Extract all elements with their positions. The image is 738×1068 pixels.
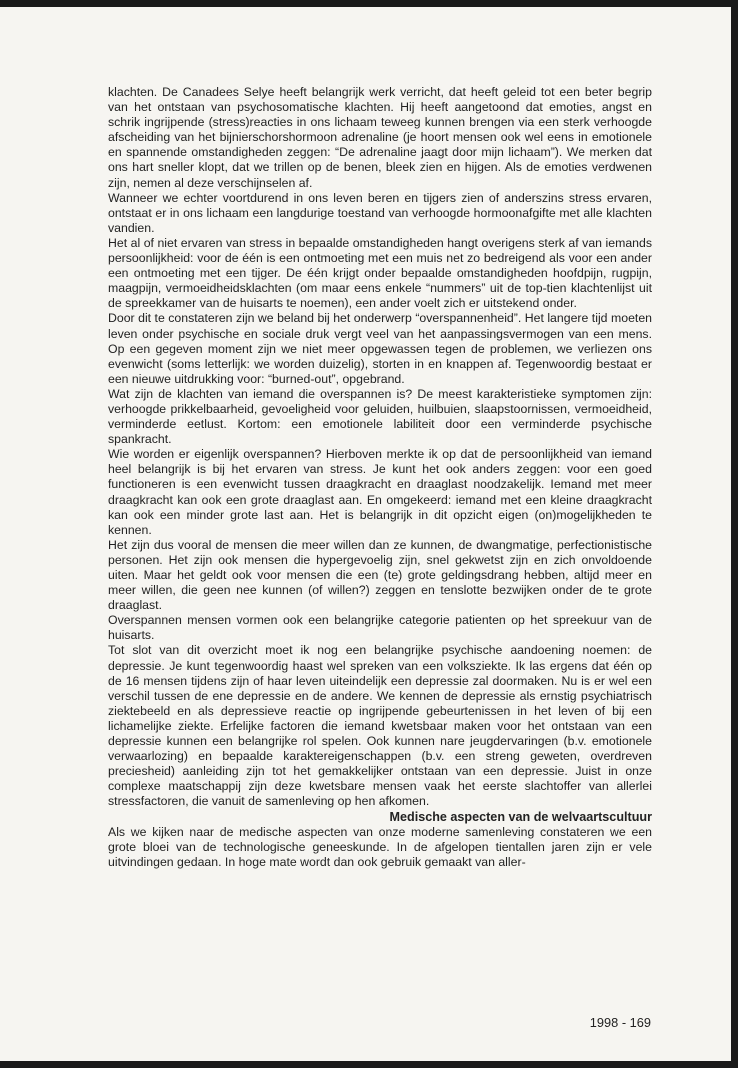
section-paragraph: Als we kijken naar de medische aspecten van onze moderne samenleving constateren we een grote bloei van de technologische geneeskunde. In de afgelopen tientallen jaren zijn er vele uitvindingen gedaan. In hoge mate wordt dan ook gebruik gemaakt van aller- <box>108 824 652 869</box>
body-text <box>108 85 652 870</box>
paragraph: Overspannen mensen vormen ook een belangrijke categorie patienten op het spreekuur van de huisarts. <box>108 613 652 643</box>
paragraph: Wie worden er eigenlijk overspannen? Hierboven merkte ik op dat de persoonlijkheid van iemand heel belangrijk is bij het ervaren van stress. Je kunt het ook anders zeggen: voor een goed functioneren is een evenwicht tussen draagkracht en draaglast noodzakelijk. Iemand met meer draagkracht kan ook een grote draaglast aan. En omgekeerd: iemand met een kleine draagkracht kan ook een minder grote last aan. Het is belangrijk in dit opzicht eigen (on)mogelijkheden te kennen. <box>108 447 652 537</box>
scan-edge-bottom <box>0 1061 738 1068</box>
paragraph: Wanneer we echter voortdurend in ons leven beren en tijgers zien of anderszins stress ervaren, ontstaat er in ons lichaam een langdurige toestand van verhoogde hormoonafgifte met alle klachten vandien. <box>108 190 652 235</box>
section-heading: Medische aspecten van de welvaartscultuur <box>389 809 652 824</box>
paragraph: Het zijn dus vooral de mensen die meer willen dan ze kunnen, de dwangmatige, perfectionistische personen. Het zijn ook mensen die hypergevoelig zijn, snel gekwetst zijn en zich onvoldoende uiten. Maar het geldt ook voor mensen die een (te) grote geldingsdrang hebben, altijd meer en meer willen, die geen nee kunnen (of willen?) zeggen en tenslotte bezwijken onder de te grote draaglast. <box>108 537 652 613</box>
paragraph: klachten. De Canadees Selye heeft belangrijk werk verricht, dat heeft geleid tot een beter begrip van het ontstaan van psychosomatische klachten. Hij heeft aangetoond dat emoties, angst en schrik ingrijpende (stress)reacties in ons lichaam teweeg kunnen brengen via een sterk verhoogde afscheiding van het bijnierschorshormoon adrenaline (je hoort mensen ook wel eens in emotionele en spannende omstandigheden zeggen: “De adrenaline jaagt door mijn lichaam”). We merken dat ons hart sneller klopt, dat we trillen op de benen, bleek zien en hijgen. Als de emoties verdwenen zijn, nemen al deze verschijnselen af. <box>108 85 652 190</box>
scan-edge-right <box>731 0 738 1068</box>
paragraph: Het al of niet ervaren van stress in bepaalde omstandigheden hangt overigens sterk af van iemands persoonlijkheid: voor de één is een ontmoeting met een muis net zo bedreigend als voor een ander een ontmoeting met een tijger. De één krijgt onder bepaalde omstandigheden hoofdpijn, rugpijn, maagpijn, vermoeidheidsklachten (om maar eens enkele “nummers” uit de top-tien klachtenlijst uit de spreekkamer van de huisarts te noemen), een ander voelt zich er uitstekend onder. <box>108 235 652 311</box>
paragraph: Tot slot van dit overzicht moet ik nog een belangrijke psychische aandoening noemen: de depressie. Je kunt tegenwoordig haast wel spreken van een volksziekte. Ik las ergens dat één op de 16 mensen tijdens zijn of haar leven uiteindelijk een depressie zal doormaken. Nu is er wel een verschil tussen de ene depressie en de andere. We kennen de depressie als ernstig psychiatrisch ziektebeeld en als depressieve reactie op ingrijpende gebeurtenissen in het leven of bij een lichamelijke ziekte. Erfelijke factoren die iemand kwetsbaar maken voor het ontstaan van een depressie kunnen een belangrijke rol spelen. Ook kunnen nare jeugdervaringen (b.v. emotionele verwaarlozing) en bepaalde karaktereigenschappen (b.v. een streng geweten, overdreven preciesheid) aanleiding zijn tot het gemakkelijker ontstaan van een depressie. Juist in onze complexe maatschappij zijn deze kwetsbare mensen vaak het eerste slachtoffer van allerlei stressfactoren, die vanuit de samenleving op hen afkomen. <box>108 643 652 809</box>
paragraph: Wat zijn de klachten van iemand die overspannen is? De meest karakteristieke symptomen zijn: verhoogde prikkelbaarheid, gevoeligheid voor geluiden, huilbuien, slaapstoornissen, vermoeidheid, verminderde eetlust. Kortom: een emotionele labiliteit door een verminderde psychische spankracht. <box>108 386 652 447</box>
page-number: 1998 - 169 <box>589 1015 651 1030</box>
scan-edge-top <box>0 0 738 7</box>
paragraph: Door dit te constateren zijn we beland bij het onderwerp “overspannenheid”. Het langere tijd moeten leven onder psychische en sociale druk vergt veel van het aanpassingsvermogen van een mens. Op een gegeven moment zijn we niet meer opgewassen tegen de problemen, we verliezen ons evenwicht (soms letterlijk: we worden duizelig), storten in en knappen af. Tegenwoordig bestaat er een nieuwe uitdrukking voor: “burned-out”, opgebrand. <box>108 311 652 386</box>
